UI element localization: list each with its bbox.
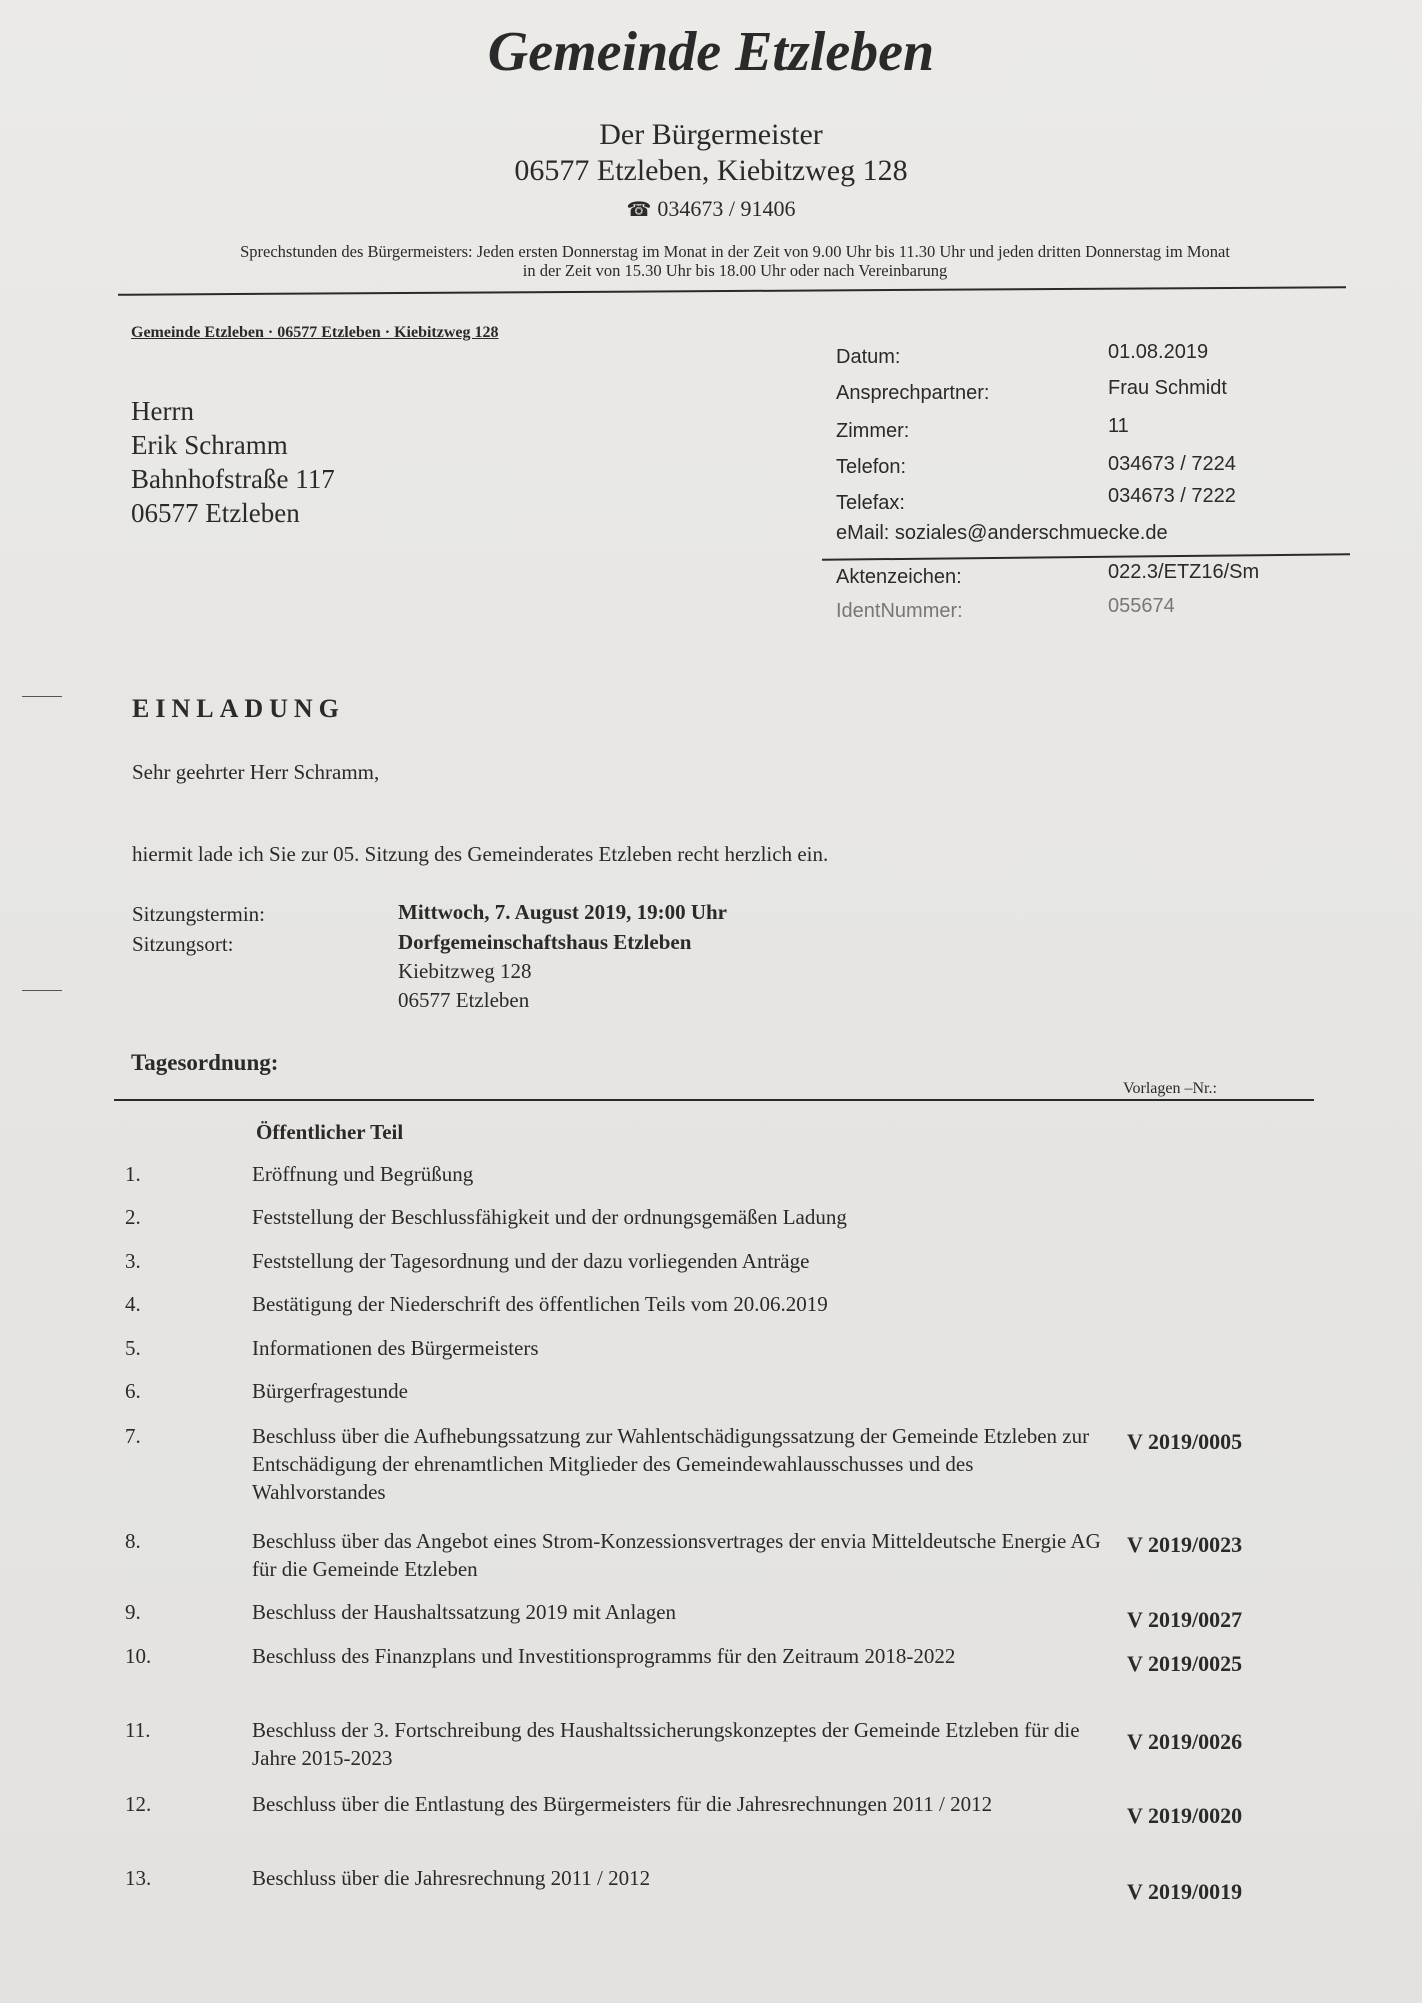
recipient-city: 06577 Etzleben (131, 498, 300, 528)
office-hours-line-1: Sprechstunden des Bürgermeisters: Jeden ersten Donnerstag im Monat in der Zeit von 9.00 Uhr bis 11.30 Uhr und jeden dritten Donnerstag im Monat (240, 242, 1230, 261)
sender-line: Gemeinde Etzleben · 06577 Etzleben · Kiebitzweg 128 (131, 324, 499, 341)
agenda-item-vorlage: V 2019/0025 (1127, 1651, 1243, 1676)
fax-value: 034673 / 7222 (1108, 485, 1236, 507)
agenda-item-text: Beschluss über das Angebot eines Strom-Konzessionsvertrages der envia Mitteldeutsche Energie AG für die Gemeinde Etzleben (252, 1529, 1101, 1581)
recipient-street: Bahnhofstraße 117 (131, 464, 335, 494)
agenda-item-number: 1. (125, 1162, 141, 1186)
letterhead-divider (118, 286, 1346, 296)
letter-heading: EINLADUNG (132, 694, 345, 723)
session-place-street: Kiebitzweg 128 (398, 959, 532, 983)
file-ref-value: 022.3/ETZ16/Sm (1108, 561, 1260, 583)
agenda-item-number: 2. (125, 1205, 141, 1229)
letterhead-address: 06577 Etzleben, Kiebitzweg 128 (514, 154, 908, 187)
agenda-item-number: 12. (125, 1792, 152, 1816)
session-place-label: Sitzungsort: (132, 932, 234, 956)
agenda-item-text: Informationen des Bürgermeisters (252, 1336, 539, 1360)
room-value: 11 (1108, 415, 1129, 437)
agenda-item-vorlage: V 2019/0005 (1127, 1429, 1243, 1454)
agenda-item-text: Eröffnung und Begrüßung (252, 1162, 474, 1186)
agenda-item-number: 11. (125, 1718, 151, 1742)
ident-value: 055674 (1108, 595, 1175, 617)
agenda-item-text: Beschluss der Haushaltssatzung 2019 mit Anlagen (252, 1600, 677, 1624)
letterhead-phone-number: 034673 / 91406 (657, 196, 796, 221)
telephone-icon: ☎ (626, 199, 652, 221)
letterhead-office: Der Bürgermeister (599, 118, 823, 151)
agenda-vorlagen-header: Vorlagen –Nr.: (1123, 1080, 1217, 1097)
agenda-item-text: Beschluss der 3. Fortschreibung des Haushaltssicherungskonzeptes der Gemeinde Etzleben für die Jahre 2015-2023 (252, 1718, 1080, 1770)
contact-value: Frau Schmidt (1108, 377, 1227, 399)
agenda-item-text: Feststellung der Beschlussfähigkeit und der ordnungsgemäßen Ladung (252, 1205, 847, 1229)
session-place-city: 06577 Etzleben (398, 988, 530, 1012)
agenda-item-text: Beschluss über die Jahresrechnung 2011 / 2012 (252, 1866, 651, 1890)
agenda-item-vorlage: V 2019/0019 (1127, 1879, 1243, 1904)
agenda-item-number: 3. (125, 1249, 141, 1273)
agenda-item-number: 7. (125, 1424, 141, 1448)
agenda-item-vorlage: V 2019/0026 (1127, 1729, 1243, 1754)
office-hours (120, 242, 1350, 280)
recipient-name: Erik Schramm (131, 430, 288, 460)
contact-label: Ansprechpartner: (836, 382, 990, 404)
ident-label: IdentNummer: (836, 600, 963, 622)
agenda-item-text: Bestätigung der Niederschrift des öffentlichen Teils vom 20.06.2019 (252, 1292, 828, 1316)
agenda-section-public: Öffentlicher Teil (256, 1120, 404, 1144)
agenda-item-number: 9. (125, 1600, 141, 1624)
agenda-item-text: Beschluss über die Aufhebungssatzung zur Wahlentschädigungssatzung der Gemeinde Etzleben zur Entschädigung der ehrenamtlichen Mitglieder des Gemeindewahlausschusses und des Wahlvorstandes (252, 1424, 1090, 1504)
email-line: eMail: soziales@anderschmuecke.de (836, 522, 1168, 544)
recipient-address (131, 394, 335, 530)
session-place-name: Dorfgemeinschaftshaus Etzleben (398, 930, 692, 954)
session-date-label: Sitzungstermin: (132, 902, 265, 926)
agenda-item-text: Feststellung der Tagesordnung und der dazu vorliegenden Anträge (252, 1249, 810, 1273)
punch-mark (22, 990, 62, 991)
datum-label: Datum: (836, 346, 901, 368)
agenda-item-number: 4. (125, 1292, 141, 1316)
office-hours-line-2: in der Zeit von 15.30 Uhr bis 18.00 Uhr oder nach Vereinbarung (522, 261, 948, 280)
agenda-item-vorlage: V 2019/0027 (1127, 1607, 1243, 1632)
phone-value: 034673 / 7224 (1108, 453, 1236, 475)
fax-label: Telefax: (836, 492, 905, 514)
agenda-divider (114, 1099, 1314, 1101)
agenda-item-text: Beschluss über die Entlastung des Bürgermeisters für die Jahresrechnungen 2011 / 2012 (252, 1792, 993, 1816)
session-date: Mittwoch, 7. August 2019, 19:00 Uhr (398, 900, 727, 924)
greeting: Sehr geehrter Herr Schramm, (132, 760, 380, 784)
room-label: Zimmer: (836, 420, 910, 442)
info-divider (822, 553, 1350, 561)
agenda-item-number: 5. (125, 1336, 141, 1360)
fold-mark (22, 696, 62, 697)
agenda-item-number: 8. (125, 1529, 141, 1553)
datum-value: 01.08.2019 (1108, 341, 1209, 363)
recipient-salutation: Herrn (131, 396, 194, 426)
intro-text: hiermit lade ich Sie zur 05. Sitzung des Gemeinderates Etzleben recht herzlich ein. (132, 842, 829, 866)
agenda-item-vorlage: V 2019/0020 (1127, 1803, 1243, 1828)
agenda-title: Tagesordnung: (131, 1050, 279, 1075)
file-ref-label: Aktenzeichen: (836, 566, 962, 588)
phone-label: Telefon: (836, 456, 907, 478)
agenda-item-number: 6. (125, 1379, 141, 1403)
agenda-item-number: 10. (125, 1644, 152, 1668)
agenda-item-number: 13. (125, 1866, 152, 1890)
agenda-item-text: Bürgerfragestunde (252, 1379, 408, 1403)
letterhead-title: Gemeinde Etzleben (487, 21, 935, 83)
letterhead-phone (0, 196, 1422, 222)
agenda-item-vorlage: V 2019/0023 (1127, 1532, 1243, 1557)
agenda-item-text: Beschluss des Finanzplans und Investitionsprogramms für den Zeitraum 2018-2022 (252, 1644, 956, 1668)
